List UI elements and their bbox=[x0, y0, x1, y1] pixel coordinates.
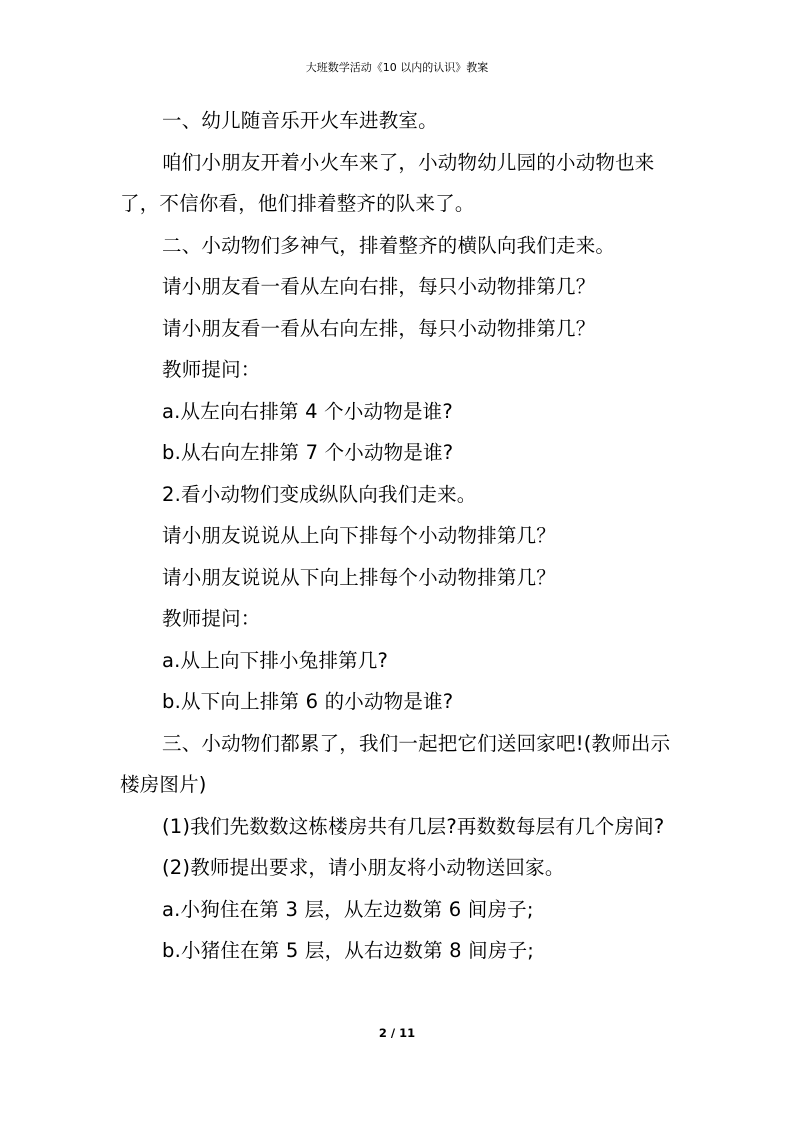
paragraph-4: 请小朋友看一看从左向右排，每只小动物排第几？ bbox=[162, 275, 596, 298]
paragraph-12: 教师提问： bbox=[162, 607, 261, 630]
page-number-indicator: 2 / 11 bbox=[378, 1026, 416, 1040]
document-body bbox=[120, 100, 676, 972]
paragraph-8: b.从右向左排第 7 个小动物是谁? bbox=[162, 441, 454, 464]
page-header-title: 大班数学活动《10 以内的认识》教案 bbox=[305, 61, 489, 74]
paragraph-17: (2)教师提出要求，请小朋友将小动物送回家。 bbox=[162, 856, 565, 879]
paragraph-5: 请小朋友看一看从右向左排，每只小动物排第几？ bbox=[162, 316, 596, 340]
paragraph-14: b.从下向上排第 6 的小动物是谁? bbox=[162, 690, 454, 713]
paragraph-10: 请小朋友说说从上向下排每个小动物排第几？ bbox=[162, 524, 557, 547]
paragraph-9: 2.看小动物们变成纵队向我们走来。 bbox=[162, 482, 477, 506]
paragraph-7: a.从左向右排第 4 个小动物是谁? bbox=[162, 399, 453, 423]
paragraph-13: a.从上向下排小兔排第几? bbox=[162, 648, 389, 672]
paragraph-6: 教师提问： bbox=[162, 358, 261, 381]
paragraph-15: 三、小动物们都累了，我们一起把它们送回家吧!(教师出示楼房图片) bbox=[120, 731, 671, 796]
paragraph-18: a.小狗住在第 3 层，从左边数第 6 间房子; bbox=[162, 897, 534, 921]
paragraph-11: 请小朋友说说从下向上排每个小动物排第几？ bbox=[162, 565, 557, 589]
paragraph-1: 一、幼儿随音乐开火车进教室。 bbox=[162, 109, 438, 132]
paragraph-2: 咱们小朋友开着小火车来了，小动物幼儿园的小动物也来了，不信你看，他们排着整齐的队来了。 bbox=[120, 150, 655, 215]
paragraph-16: (1)我们先数数这栋楼房共有几层?再数数每层有几个房间? bbox=[162, 814, 665, 838]
paragraph-3: 二、小动物们多神气，排着整齐的横队向我们走来。 bbox=[162, 233, 616, 257]
paragraph-19: b.小猪住在第 5 层，从右边数第 8 间房子; bbox=[162, 939, 535, 962]
